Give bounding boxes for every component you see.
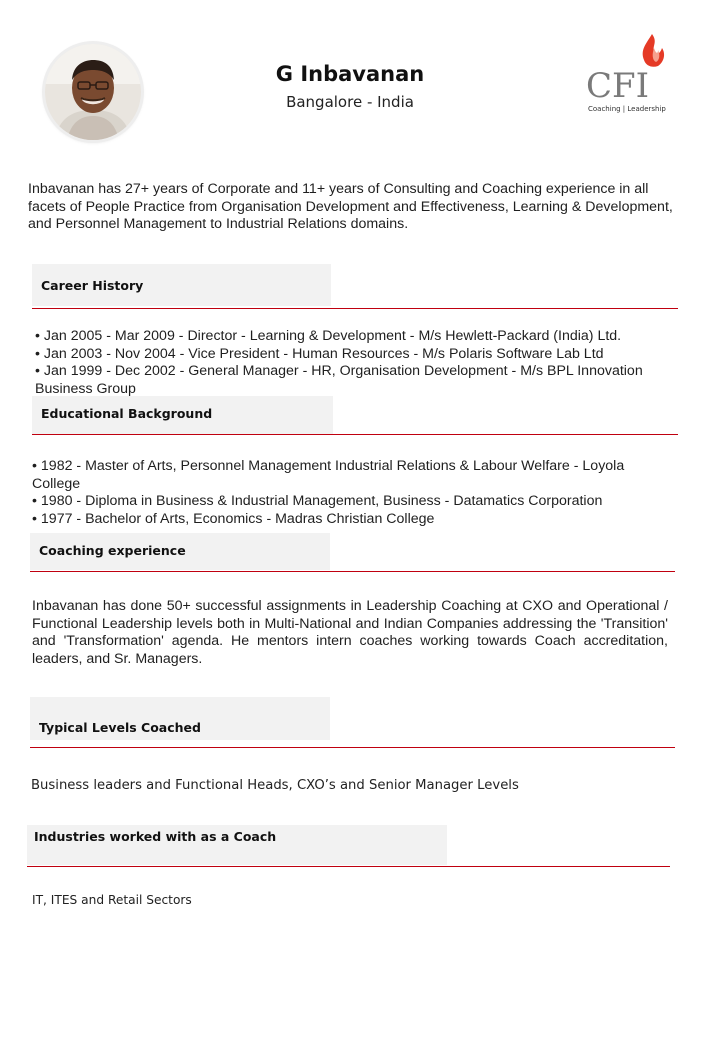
coaching-header <box>30 533 330 570</box>
education-list <box>32 458 672 528</box>
education-item: • 1982 - Master of Arts, Personnel Management Industrial Relations & Labour Welfare - Loyola College <box>32 458 625 492</box>
profile-location: Bangalore - India <box>286 93 414 111</box>
career-history-header <box>32 264 331 306</box>
section-divider <box>27 866 670 867</box>
career-list <box>35 328 675 398</box>
career-item: • Jan 2003 - Nov 2004 - Vice President - Human Resources - M/s Polaris Software Lab Ltd <box>35 345 604 362</box>
industries-text: IT, ITES and Retail Sectors <box>32 893 192 907</box>
section-heading: Educational Background <box>41 406 213 421</box>
section-divider <box>30 571 675 572</box>
profile-photo <box>45 44 141 140</box>
section-heading: Typical Levels Coached <box>39 720 201 735</box>
logo-text: CFI <box>586 66 650 106</box>
flame-icon <box>582 30 674 114</box>
levels-header <box>30 697 330 740</box>
education-item: • 1980 - Diploma in Business & Industrial Management, Business - Datamatics Corporation <box>32 493 603 509</box>
section-divider <box>32 434 678 435</box>
section-heading: Coaching experience <box>39 543 186 558</box>
career-item: • Jan 2005 - Mar 2009 - Director - Learning & Development - M/s Hewlett-Packard (India) Ltd. <box>35 328 622 344</box>
section-heading: Industries worked with as a Coach <box>34 829 277 844</box>
career-item: • Jan 1999 - Dec 2002 - General Manager - HR, Organisation Development - M/s BPL Innovation Business Group <box>35 363 643 397</box>
coaching-paragraph: Inbavanan has done 50+ successful assignments in Leadership Coaching at CXO and Operational / Functional Leadership levels both in Multi-National and Indian Companies addressing the 'Transition' and 'Transformation' agenda. He mentors intern coaches working towards Coach accreditation, leaders, and Sr. Managers. <box>32 598 668 667</box>
education-header <box>32 396 333 434</box>
profile-name: G Inbavanan <box>275 62 425 86</box>
logo-tagline: Coaching | Leadership <box>588 105 666 113</box>
person-photo-icon <box>45 44 141 140</box>
education-item: • 1977 - Bachelor of Arts, Economics - Madras Christian College <box>32 510 435 527</box>
section-divider <box>32 308 678 309</box>
intro-paragraph: Inbavanan has 27+ years of Corporate and 11+ years of Consulting and Coaching experience in all facets of People Practice from Organisation Development and Effectiveness, Learning & Development, and Personnel Management to Industrial Relations domains. <box>28 181 673 232</box>
section-heading: Career History <box>41 278 144 293</box>
cfi-logo <box>582 30 674 114</box>
section-divider <box>30 747 675 748</box>
industries-header <box>27 825 447 865</box>
levels-text: Business leaders and Functional Heads, CXO’s and Senior Manager Levels <box>31 778 519 793</box>
